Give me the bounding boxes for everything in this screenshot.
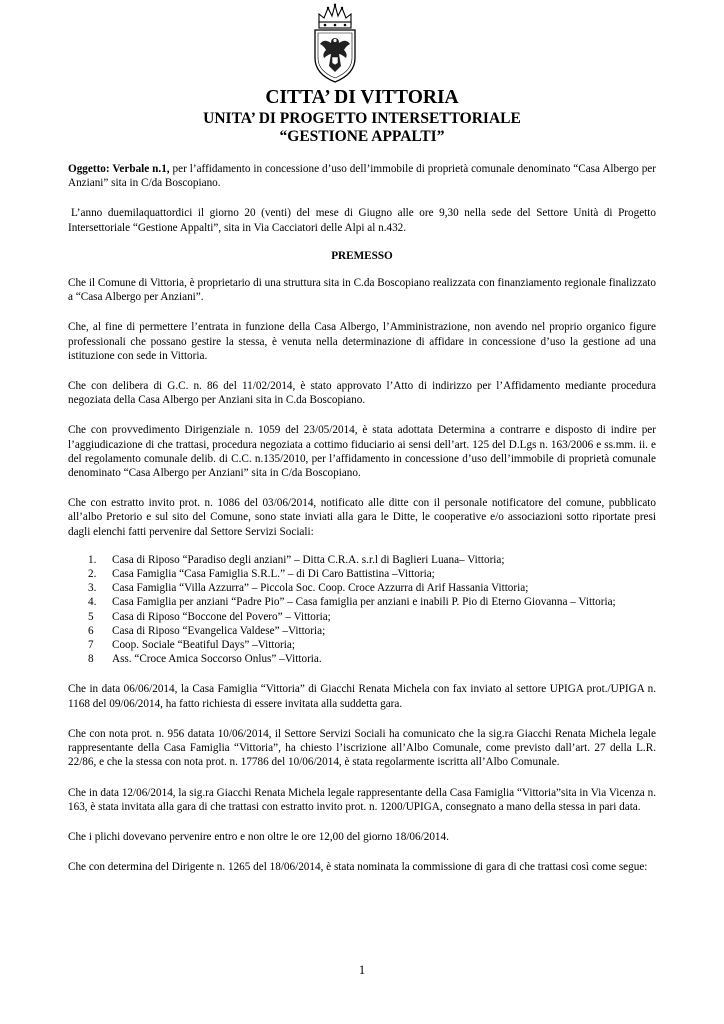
list-number: 7 (88, 639, 94, 652)
office-title: “GESTIONE APPALTI” (279, 128, 445, 145)
subject-text: per l’affidamento in concessione d’uso dell’immobile di proprietà comunale denominato “Casa Albergo per Anziani” sita in C/da Boscopiano. (68, 163, 656, 190)
list-text: Casa Famiglia “Casa Famiglia S.R.L.” – di Di Caro Battistina –Vittoria; (112, 568, 435, 581)
list-text: Casa Famiglia per anziani “Padre Pio” – Casa famiglia per anziani e inabili P. Pio di Eterno Giovanna – Vittoria; (112, 596, 616, 609)
list-number: 1. (88, 553, 97, 566)
invited-list (68, 553, 656, 667)
list-text: Coop. Sociale “Beatiful Days” –Vittoria; (112, 639, 295, 652)
list-number: 5 (88, 610, 94, 623)
paragraph: Che con provvedimento Dirigenziale n. 1059 del 23/05/2014, è stata adottata Determina a contrarre e disposto di indire per l’aggiudicazione di che trattasi, procedura negoziata a cottimo fiduciario ai sensi dell’art. 125 del D.Lgs n. 163/2006 e ss.mm. ii. e del regolamento comunale delib. di C.C. n.135/2010, per l’affidamento in concessione d’uso dell’immobile di proprietà comunale denominato “Casa Albergo per Anziani” sita in C/da Boscopiano. (68, 424, 656, 480)
paragraph: Che, al fine di permettere l’entrata in funzione della Casa Albergo, l’Amministrazione, non avendo nel proprio organico figure professionali che possano gestire la stessa, è venuta nella determinazione di affidare in concessione d’uso la gestione ad una istituzione con sede in Vittoria. (68, 321, 656, 362)
intro-paragraph: L’anno duemilaquattordici il giorno 20 (venti) del mese di Giugno alle ore 9,30 nella sede del Settore Unità di Progetto Intersettoriale “Gestione Appalti”, sita in Via Cacciatori delle Alpi al n.432. (68, 207, 656, 234)
list-text: Casa di Riposo “Evangelica Valdese” –Vittoria; (112, 624, 326, 637)
list-item (68, 610, 656, 624)
unit-title: UNITA’ DI PROGETTO INTERSETTORIALE (203, 110, 521, 127)
coat-of-arms-icon (310, 2, 360, 84)
list-number: 2. (88, 568, 97, 581)
list-text: Ass. “Croce Amica Soccorso Onlus” –Vittoria. (112, 653, 322, 666)
list-text: Casa di Riposo “Boccone del Povero” – Vittoria; (112, 610, 331, 623)
city-title: CITTA’ DI VITTORIA (265, 87, 459, 108)
document-body (68, 162, 656, 874)
paragraph: Che il Comune di Vittoria, è proprietario di una struttura sita in C.da Boscopiano realizzata con finanziamento regionale finalizzato a “Casa Albergo per Anziani”. (68, 277, 656, 304)
list-item (68, 553, 656, 567)
list-item (68, 638, 656, 652)
paragraph: Che i plichi dovevano pervenire entro e non oltre le ore 12,00 del giorno 18/06/2014. (68, 830, 449, 843)
list-item (68, 624, 656, 638)
paragraph: Che con determina del Dirigente n. 1265 del 18/06/2014, è stata nominata la commissione di gara di che trattasi così come segue: (68, 861, 648, 874)
list-text: Casa di Riposo “Paradiso degli anziani” – Ditta C.R.A. s.r.l di Baglieri Luana– Vittoria; (112, 553, 505, 566)
list-text: Casa Famiglia “Villa Azzurra” – Piccola Soc. Coop. Croce Azzurra di Arif Hassania Vittoria; (112, 582, 529, 595)
subject-label: Oggetto: Verbale n.1, (68, 163, 170, 175)
paragraph: Che con delibera di G.C. n. 86 del 11/02/2014, è stato approvato l’Atto di indirizzo per l’Affidamento mediante procedura negoziata della Casa Albergo per Anziani sita in C.da Boscopiano. (68, 380, 656, 407)
list-item (68, 581, 656, 595)
paragraph: Che in data 06/06/2014, la Casa Famiglia “Vittoria” di Giacchi Renata Michela con fax inviato al settore UPIGA prot./UPIGA n. 1168 del 09/06/2014, ha fatto richiesta di essere invitata alla suddetta gara. (68, 683, 656, 710)
list-number: 6 (88, 624, 94, 637)
paragraph: Che con estratto invito prot. n. 1086 del 03/06/2014, notificato alle ditte con il personale notificatore del comune, pubblicato all’albo Pretorio e sul sito del Comune, sono state inviati alla gara le Ditte, le cooperative e/o associazioni sotto riportate presi dagli elenchi fatti pervenire dal Settore Servizi Sociali: (68, 497, 656, 538)
list-item (68, 652, 656, 666)
list-item (68, 595, 656, 609)
paragraph: Che con nota prot. n. 956 datata 10/06/2014, il Settore Servizi Sociali ha comunicato che la sig.ra Giacchi Renata Michela legale rappresentante della Casa Famiglia “Vittoria”, ha chiesto l’iscrizione all’Albo Comunale, come previsto dall’art. 27 della L.R. 22/86, e che la stessa con nota prot. n. 17786 del 10/06/2014, è stata regolarmente iscritta all’Albo Comunale. (68, 727, 656, 769)
list-number: 4. (88, 596, 97, 609)
subject-paragraph (68, 162, 656, 190)
list-item (68, 567, 656, 581)
paragraph: Che in data 12/06/2014, la sig.ra Giacchi Renata Michela legale rappresentante della Casa Famiglia “Vittoria”sita in Via Vicenza n. 163, è stata invitata alla gara di che trattasi con estratto invito prot. n. 1200/UPIGA, consegnato a mano della stessa in pari data. (68, 786, 656, 813)
page-number: 1 (358, 963, 366, 977)
list-number: 3. (88, 582, 97, 595)
list-number: 8 (88, 653, 94, 666)
premesso-heading: PREMESSO (331, 249, 393, 262)
